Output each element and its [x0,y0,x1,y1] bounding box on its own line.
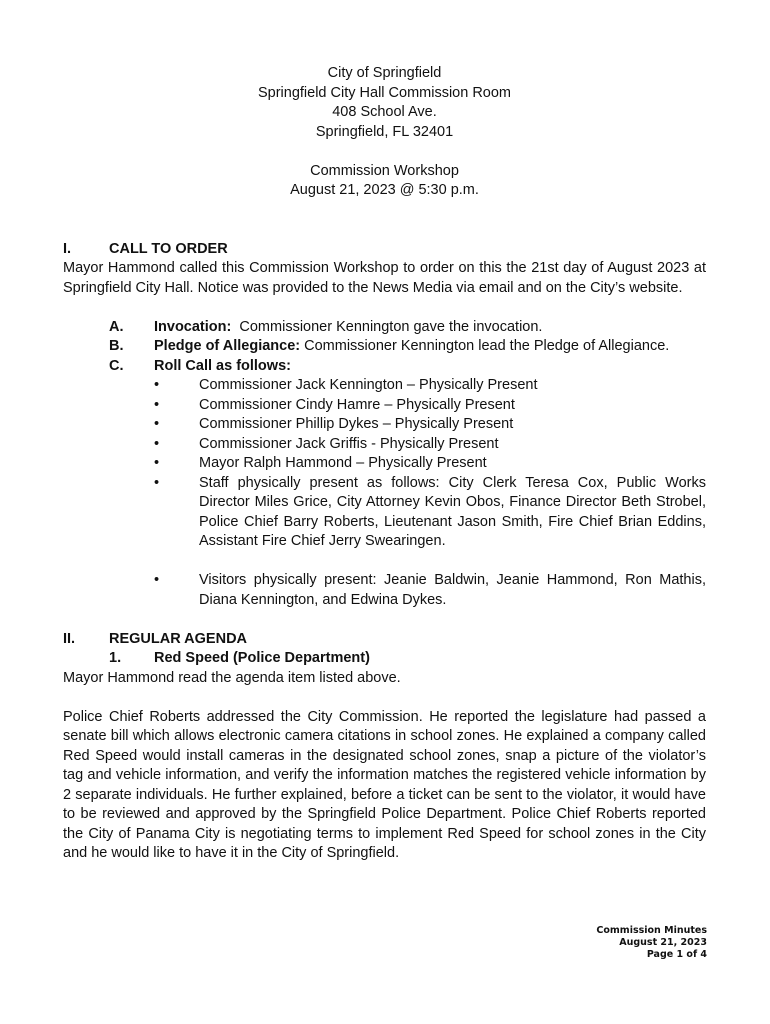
page-number: Page 1 of 4 [646,949,707,960]
list-item: • Commissioner Jack Griffis - Physically Present [154,435,499,452]
footer-title: Commission Minutes [596,925,707,936]
header-venue: Springfield City Hall Commission Room [257,84,512,101]
list-item: • Commissioner Phillip Dykes – Physically Present [154,416,514,432]
list-item: • Mayor Ralph Hammond – Physically Present [154,455,487,471]
list-item: • Commissioner Jack Kennington – Physically Present [154,377,538,393]
footer-date: August 21, 2023 [619,937,707,948]
section-heading-call-to-order: I. CALL TO ORDER [63,240,228,257]
sub-item-roll-call: C. Roll Call as follows: [109,357,291,374]
header-city: City of Springfield [327,65,442,81]
agenda-item-read: Mayor Hammond read the agenda item listed above. [63,669,401,686]
document-header [63,64,706,201]
meeting-type: Commission Workshop [310,162,459,179]
sub-item-pledge: B. Pledge of Allegiance: Commissioner Kennington lead the Pledge of Allegiance. [109,338,670,354]
page-footer [596,925,707,961]
meeting-date: August 21, 2023 @ 5:30 p.m. [290,182,479,198]
header-city-state: Springfield, FL 32401 [315,123,454,140]
call-to-order-intro: Mayor Hammond called this Commission Workshop to order on this the 21st day of August 2023 at Springfield City Hall. Notice was provided to the News Media via email and on the City’s website. [63,260,706,296]
red-speed-paragraph: Police Chief Roberts addressed the City Commission. He reported the legislature had passed a senate bill which allows electronic camera citations in school zones. He explained a company called Red Speed would install cameras in the designated school zones, snap a picture of the violator’s tag and vehicle information, and verify the information matches the registered vehicle information by 2 separate individuals. He further explained, before a ticket can be sent to the violator, it would have to be reviewed and approved by the Springfield Police Department. Police Chief Roberts reported the City of Panama City is negotiating terms to implement Red Speed for school zones in the City and he would like to have it in the City of Springfield. [63,708,706,861]
list-item: • Visitors physically present: Jeanie Baldwin, Jeanie Hammond, Ron Mathis, Diana Kennington, and Edwina Dykes. [154,572,706,608]
document-page [63,64,706,864]
section-heading-regular-agenda: II. REGULAR AGENDA [63,630,248,647]
agenda-item-heading: 1. Red Speed (Police Department) [109,650,370,666]
header-street: 408 School Ave. [332,104,437,120]
sub-item-invocation: A. Invocation: Commissioner Kennington gave the invocation. [109,318,543,335]
list-item: • Commissioner Cindy Hamre – Physically Present [154,396,515,413]
roll-call-list [154,376,706,610]
list-item: • Staff physically present as follows: City Clerk Teresa Cox, Public Works Director Miles Grice, City Attorney Kevin Obos, Finance Director Beth Strobel, Police Chief Barry Roberts, Lieutenant Jason Smith, Fire Chief Brian Eddins, Assistant Fire Chief Jerry Swearingen. [154,474,706,549]
